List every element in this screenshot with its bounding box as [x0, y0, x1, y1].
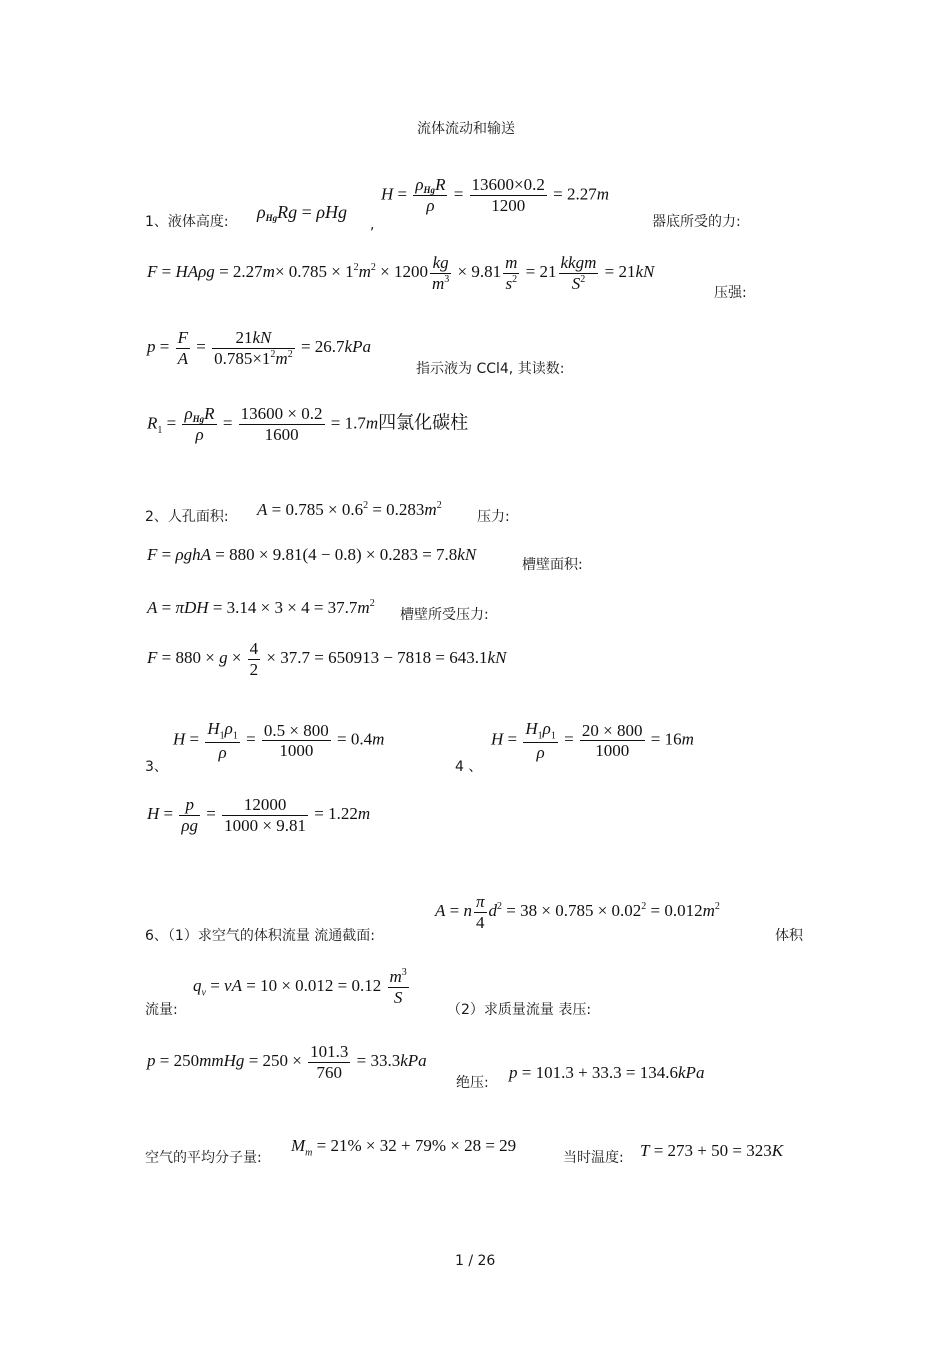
formula-pressure-balance: $\rho_{Hg}Rg = \rho Hg$ — [257, 202, 347, 223]
formula-force-bottom: $F = HA\rho g = 2.27m\times 0.785 \times 1^2m^2 \times 1200$ $\frac{kg}{m^3}$ × 9.81 $\frac{m}{s^2}$ = 21 $\frac{\text{kkgm}}{S^2}$ = 21kN — [147, 253, 655, 293]
comma: , — [370, 217, 375, 233]
flow-label: 流量: — [145, 1002, 178, 1018]
formula-pressure-p: p = $\frac{F}{A}$ = $\frac{21kN}{0.785\times 1^2m^2}$ = 26.7kPa — [147, 328, 371, 368]
page-number: 1 / 26 — [455, 1253, 496, 1269]
formula-volume-flow: $q_v$ = vA = 10 × 0.012 = 0.12 $\frac{m^3}{S}$ — [193, 967, 407, 1007]
pressure-label: 压强: — [714, 285, 747, 301]
indicator-label: 指示液为 CCl4, 其读数: — [416, 361, 565, 377]
wall-force-label: 槽壁所受压力: — [400, 607, 489, 623]
problem-6-label: 6、（1）求空气的体积流量 流通截面: — [145, 928, 375, 944]
formula-gauge-pressure: p = 250mmHg = 250 × $\frac{101.3}{760}$ = 33.3kPa — [147, 1042, 427, 1082]
pressure-force-label: 压力: — [477, 509, 510, 525]
force-label: 器底所受的力: — [652, 214, 741, 230]
formula-height-pressure: H = $\frac{p}{\rho g}$ = $\frac{12000}{1000 \times 9.81}$ = 1.22m — [147, 795, 371, 835]
molar-mass-label: 空气的平均分子量: — [145, 1150, 262, 1166]
formula-height-h: H = $\frac{\rho_{Hg}R}{\rho}$ = $\frac{13600\times 0.2}{1200}$ = 2.27m — [381, 175, 610, 216]
formula-wall-area: $A = \pi DH = 3.14 \times 3 \times 4 = 37.7m^2$ — [147, 598, 375, 617]
mass-flow-label: （2）求质量流量 表压: — [447, 1002, 592, 1018]
formula-manhole-area: $A = 0.785 \times 0.6^2 = 0.283m^2$ — [257, 500, 442, 519]
problem-2-label: 2、人孔面积: — [145, 509, 229, 525]
formula-problem-3: H = $\frac{H_1\rho_1}{\rho}$ = $\frac{0.5 \times 800}{1000}$ = 0.4m — [173, 719, 385, 762]
formula-problem-4: H = $\frac{H_1\rho_1}{\rho}$ = $\frac{20 \times 800}{1000}$ = 16m — [491, 719, 694, 762]
volume-label: 体积 — [775, 928, 803, 944]
problem-1-label: 1、液体高度: — [145, 214, 229, 230]
wall-area-label: 槽壁面积: — [522, 557, 583, 573]
formula-temperature: T = 273 + 50 = 323K — [640, 1141, 784, 1160]
temperature-label: 当时温度: — [563, 1150, 624, 1166]
formula-force-manhole: F = ρghA = 880 × 9.81(4 − 0.8) × 0.283 = 7.8kN — [147, 545, 477, 564]
formula-flow-area: A = n $\frac{\pi}{4}$ $d^2 = 38 \times 0.785 \times 0.02^2 = 0.012m^2$ — [435, 892, 720, 932]
page-title: 流体流动和输送 — [417, 121, 515, 137]
problem-4-label: 4 、 — [455, 759, 483, 775]
formula-molar-mass: $M_m = 21\% \times 32 + 79\% \times 28 = 29$ — [291, 1136, 517, 1159]
formula-absolute-pressure: p = 101.3 + 33.3 = 134.6kPa — [509, 1063, 705, 1082]
problem-3-label: 3、 — [145, 759, 168, 775]
absolute-pressure-label: 绝压: — [456, 1075, 489, 1091]
formula-reading-r1: $R_1$ = $\frac{\rho_{Hg}R}{\rho}$ = $\frac{13600 \times 0.2}{1600}$ = 1.7m四氯化碳柱 — [147, 404, 469, 445]
formula-wall-force: F = 880 × g × $\frac{4}{2}$ × 37.7 = 650913 − 7818 = 643.1kN — [147, 639, 507, 679]
